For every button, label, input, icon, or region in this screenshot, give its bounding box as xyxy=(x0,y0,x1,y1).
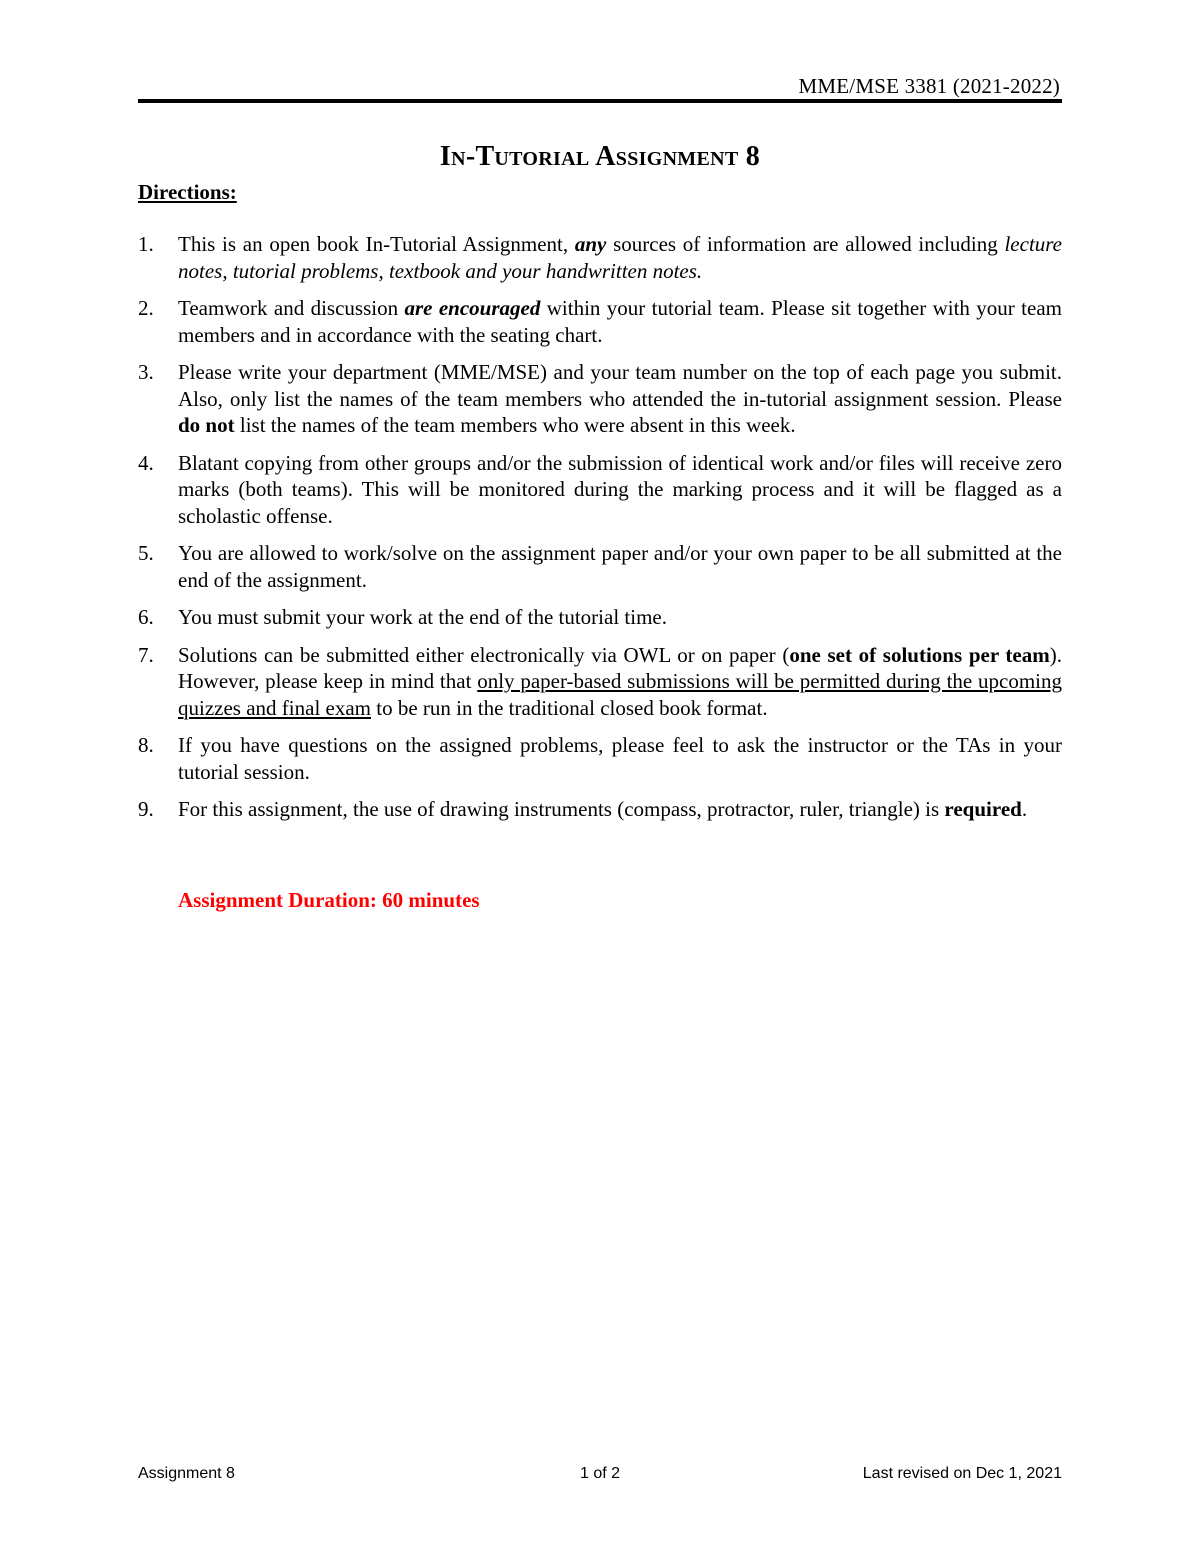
direction-item xyxy=(138,450,1062,530)
direction-text: any xyxy=(574,232,607,256)
header-course-code: MME/MSE 3381 (2021-2022) xyxy=(798,74,1060,98)
footer-revision-date: Last revised on Dec 1, 2021 xyxy=(862,1465,1062,1482)
direction-text: list the names of the team members who were absent in this week. xyxy=(234,413,796,437)
direction-text: This is an open book In-Tutorial Assignment, xyxy=(178,232,575,256)
direction-text: For this assignment, the use of drawing instruments (compass, protractor, ruler, triangle) is xyxy=(178,797,945,821)
direction-text: . xyxy=(1021,797,1028,821)
directions-heading: Directions: xyxy=(138,180,237,204)
assignment-duration: Assignment Duration: 60 minutes xyxy=(178,888,480,912)
direction-item xyxy=(138,642,1062,722)
direction-number: 4. xyxy=(138,450,154,475)
footer-assignment-label: Assignment 8 xyxy=(138,1465,235,1482)
direction-text: ). However, please keep in mind that xyxy=(178,642,1062,693)
direction-text: Blatant copying from other groups and/or the submission of identical work and/or files will receive zero marks (both teams). This will be monitored during the marking process and it will be flagged as a scholastic offense. xyxy=(178,450,1062,528)
directions-list xyxy=(138,231,1062,834)
direction-text: only paper-based submissions will be permitted during the upcoming quizzes and final exam xyxy=(178,669,1063,720)
footer-page-number: 1 of 2 xyxy=(579,1465,621,1482)
direction-item xyxy=(138,359,1062,439)
direction-item xyxy=(138,295,1062,348)
document-title: In-Tutorial Assignment 8 xyxy=(439,141,761,172)
direction-text: to be run in the traditional closed book format. xyxy=(371,695,768,720)
direction-text: within your tutorial team. Please sit together with your team members and in accordance with the seating chart. xyxy=(178,296,1062,347)
direction-text: Please write your department (MME/MSE) and your team number on the top of each page you submit. Also, only list the names of the team members who attended the in-tutorial assignment session. Please xyxy=(178,360,1062,411)
direction-text: If you have questions on the assigned problems, please feel to ask the instructor or the TAs in your tutorial session. xyxy=(178,733,1062,784)
direction-text: Solutions can be submitted either electronically via OWL or on paper ( xyxy=(178,642,790,667)
direction-item xyxy=(138,796,1062,823)
direction-number: 1. xyxy=(138,232,154,256)
direction-item xyxy=(138,540,1062,593)
direction-text: sources of information are allowed including xyxy=(606,232,1005,256)
header-rule xyxy=(138,99,1062,103)
direction-text: one set of solutions per team xyxy=(789,642,1050,667)
direction-text: Teamwork and discussion xyxy=(178,296,405,320)
direction-text: required xyxy=(944,797,1022,821)
direction-number: 8. xyxy=(138,733,154,757)
direction-text: lecture notes, tutorial problems, textbook and your handwritten notes. xyxy=(178,232,1062,283)
direction-item xyxy=(138,732,1062,785)
direction-number: 2. xyxy=(138,296,154,320)
direction-number: 7. xyxy=(138,642,154,667)
direction-item xyxy=(138,604,1062,631)
direction-number: 6. xyxy=(138,605,154,629)
direction-number: 9. xyxy=(138,797,154,821)
direction-text: do not xyxy=(178,413,235,437)
direction-text: You are allowed to work/solve on the assignment paper and/or your own paper to be all submitted at the end of the assignment. xyxy=(178,541,1062,592)
direction-number: 5. xyxy=(138,541,154,565)
direction-number: 3. xyxy=(138,360,154,384)
direction-text: You must submit your work at the end of the tutorial time. xyxy=(178,605,667,629)
direction-text: are encouraged xyxy=(404,296,541,320)
direction-item xyxy=(138,231,1062,284)
